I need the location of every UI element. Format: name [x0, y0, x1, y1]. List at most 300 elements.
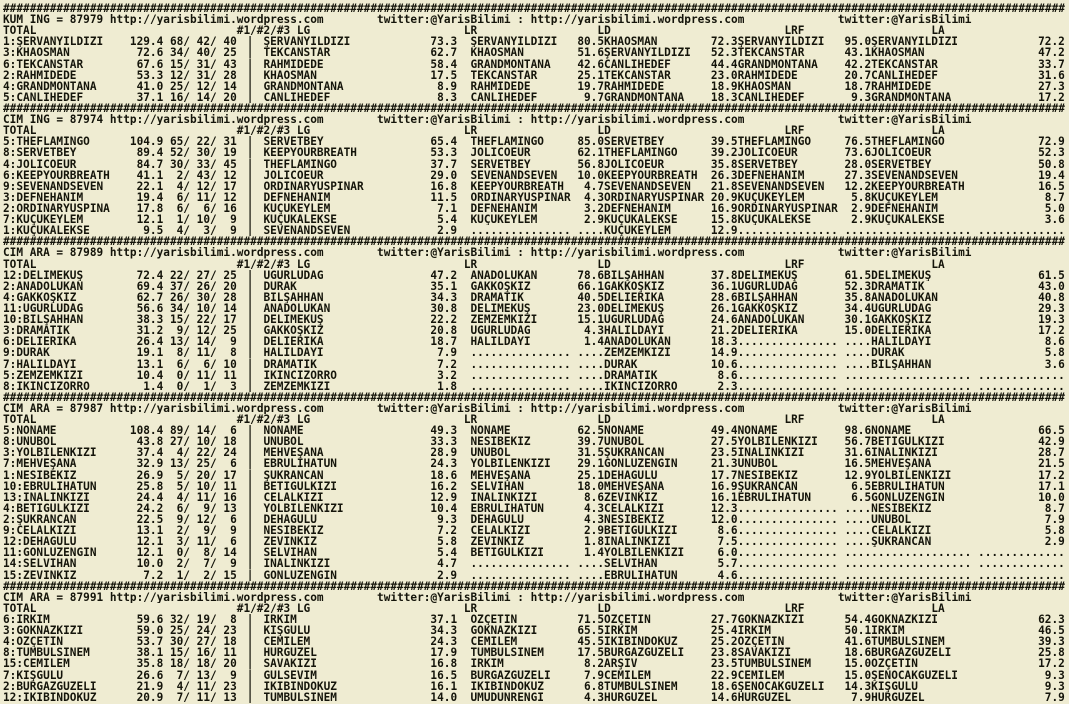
separator-line: ###############################################################################################################################################################	[3, 236, 1065, 248]
lr-value: 65.5	[577, 625, 605, 637]
place-counts: 9/ 12/ 6	[169, 514, 237, 526]
table-row	[3, 147, 1069, 158]
lr-value: 15.1	[577, 314, 605, 326]
lr-value: 17.5	[577, 647, 605, 659]
total-rank-name: 10:BİLŞAHHAN	[3, 314, 84, 326]
ld-value: 25.4	[710, 625, 738, 637]
wordpress-url: http://yarisbilimi.wordpress.com	[109, 14, 324, 26]
total-rank-name: 7:HALİLDAYI	[3, 358, 77, 370]
lg-value: 5.8	[437, 536, 458, 548]
lr-value: 62.5	[577, 425, 605, 437]
lg-value: 30.8	[430, 302, 458, 315]
la-name: TEKCANSTAR	[871, 58, 938, 70]
lg-value: 2.9	[437, 569, 458, 581]
la-name: ÜNÜBOL	[871, 514, 912, 526]
lr-name: İKİBİNDOKUZ	[470, 680, 544, 692]
la-name: BURGAZGÜZELİ	[871, 647, 952, 659]
place-counts: 0/ 8/ 14	[169, 547, 237, 559]
total-value: 38.1	[136, 647, 164, 659]
table-row	[3, 536, 1069, 547]
pipe-separator: |	[246, 202, 254, 215]
table-row	[3, 181, 1069, 192]
lr-value: 7.9	[583, 669, 605, 681]
lg-name: NESİBEKIZ	[263, 525, 324, 537]
lg-value: 5.4	[437, 547, 458, 559]
la-value: 19.4	[1038, 169, 1065, 181]
lg-name: CELALKIZI	[263, 491, 324, 503]
la-value: 62.3	[1038, 614, 1065, 626]
ld-value: 10.6	[710, 358, 738, 370]
ld-value: 15.8	[710, 214, 738, 226]
ld-value: 14.9	[710, 347, 738, 359]
pipe-separator: |	[246, 58, 254, 70]
ld-name: GÖNLÜZENGİN	[604, 458, 678, 470]
pipe-separator: |	[246, 525, 254, 537]
la-name: SERVETBEY	[871, 158, 932, 170]
total-rank-name: 9:CELALKIZI	[3, 525, 77, 537]
lr-value: 39.7	[577, 436, 605, 448]
ld-value: 14.6	[710, 691, 738, 703]
lg-value: 62.7	[430, 47, 458, 59]
place-counts: 9/ 12/ 25	[169, 325, 237, 337]
lr-name: ÖZÇETİN	[470, 614, 518, 626]
ld-value: 37.8	[710, 269, 738, 281]
lrf-name-empty: ...............	[737, 558, 838, 570]
total-value: 67.6	[136, 58, 164, 70]
la-value-empty: .............	[978, 380, 1065, 392]
lg-name: THEFLAMINGO	[263, 158, 337, 170]
twitter-handle: twitter:@YarisBilimi	[837, 247, 972, 259]
total-rank-name: 8:SERVETBEY	[3, 147, 77, 159]
place-counts: 18/ 18/ 20	[169, 658, 237, 670]
lrf-name: RAHMİDEDE	[737, 69, 798, 81]
ld-value: 18.3	[710, 336, 738, 348]
lrf-value: 6.5	[851, 491, 872, 503]
la-value: 5.8	[1044, 347, 1065, 359]
lg-name: IRKIM	[263, 614, 297, 626]
lrf-name: DEFNEHANIM	[737, 169, 805, 181]
lg-name: KÜÇÜKALEKSE	[263, 214, 337, 226]
lrf-value: 18.7	[844, 80, 872, 92]
table-row	[3, 36, 1069, 47]
pipe-separator: |	[246, 469, 254, 481]
lrf-name-empty: ...............	[737, 336, 838, 348]
ld-value: 28.6	[710, 291, 738, 303]
lrf-name: ŞÜKRANCAN	[737, 480, 798, 492]
section-title: CIM ING = 87974	[3, 114, 104, 126]
lg-value: 12.9	[430, 491, 458, 503]
place-counts: 3/ 11/ 6	[169, 536, 237, 548]
lrf-name: JOLICOEUR	[737, 147, 798, 159]
place-counts: 6/ 9/ 13	[169, 502, 237, 515]
wordpress-url: http://yarisbilimi.wordpress.com	[109, 402, 324, 415]
lrf-name: EBRULİHATUN	[737, 491, 812, 503]
lr-value: 10.0	[577, 169, 605, 181]
la-name-empty: ...............	[871, 558, 972, 570]
la-value: 8.7	[1044, 191, 1065, 203]
ld-value: 21.8	[710, 180, 738, 192]
column-header-line: TOTAL #1/#2/#3 LG LR LD LRF LA	[3, 125, 945, 137]
lrf-value: 12.9	[844, 469, 872, 481]
lg-value: 16.8	[430, 180, 458, 192]
total-rank-name: 3:GÖKNAZKIZI	[3, 625, 84, 637]
table-row	[3, 336, 1069, 347]
lg-name: İKİBİNDOKUZ	[263, 680, 337, 692]
pipe-separator: |	[246, 558, 254, 570]
lr-value: 2.9	[583, 214, 605, 226]
pipe-separator: |	[246, 347, 254, 359]
header-separator: :	[510, 402, 531, 415]
lrf-value: 16.5	[844, 458, 872, 470]
pipe-separator: |	[246, 158, 254, 170]
la-value: 27.3	[1038, 80, 1065, 92]
table-row	[3, 203, 1069, 214]
lg-name: UĞURLUDAĞ	[263, 269, 324, 281]
lr-name: DRAMATİK	[470, 291, 524, 303]
total-value: 12.1	[136, 547, 164, 559]
lr-value: 31.5	[577, 447, 605, 459]
lrf-name: GAKKOŞKIZ	[737, 302, 798, 315]
pipe-separator: |	[246, 514, 254, 526]
lr-value: 18.0	[577, 480, 605, 492]
lr-name: ORDİNARYÜSPINAR	[470, 191, 571, 203]
ld-value: 18.6	[710, 680, 738, 692]
lrf-value: 34.4	[844, 302, 872, 315]
total-value: 24.2	[136, 502, 164, 515]
pipe-separator: |	[246, 69, 254, 81]
table-row	[3, 570, 1069, 581]
la-name-empty: ...............	[871, 380, 972, 392]
ld-name: İKİNCİZORRO	[604, 380, 678, 392]
pipe-separator: |	[246, 47, 254, 59]
la-name: KÜÇÜKALEKSE	[871, 214, 945, 226]
total-rank-name: 1:ŞERVANYILDIZI	[3, 36, 104, 48]
lrf-value-empty: ....	[844, 358, 872, 370]
ld-name: TUMBULSİNEM	[604, 680, 678, 692]
lg-value: 28.9	[430, 447, 458, 459]
lrf-value: 76.5	[844, 136, 872, 148]
la-name: BETİGÜLKIZI	[871, 436, 945, 448]
lrf-name: CANLIHEDEF	[737, 91, 805, 103]
ld-name: DRAMATİK	[604, 369, 658, 381]
ld-value: 44.4	[710, 58, 738, 70]
place-counts: 65/ 22/ 31	[169, 136, 237, 148]
lg-value: 17.5	[430, 69, 458, 81]
lrf-value-empty: ....	[844, 347, 872, 359]
la-name: ŞENOCAKGÜZELİ	[871, 669, 958, 681]
ld-value: 4.6	[717, 569, 738, 581]
lrf-name: NONAME	[737, 425, 778, 437]
lrf-name-empty: ...............	[737, 225, 838, 237]
la-value: 8.7	[1044, 502, 1065, 515]
pipe-separator: |	[246, 169, 254, 181]
lr-name: RAHMİDEDE	[470, 80, 531, 92]
lrf-value: 30.1	[844, 314, 872, 326]
total-rank-name: 11:GÖNLÜZENGİN	[3, 547, 97, 559]
lg-name: ANADOLUKAN	[263, 302, 331, 315]
total-rank-name: 7:KIŞGÜLÜ	[3, 669, 64, 681]
place-counts: 2/ 7/ 9	[169, 558, 237, 570]
place-counts: 26/ 30/ 28	[169, 291, 237, 303]
place-counts: 15/ 22/ 17	[169, 314, 237, 326]
lr-value: 40.5	[577, 291, 605, 303]
total-value: 12.1	[136, 214, 164, 226]
lg-value: 7.9	[437, 347, 458, 359]
lr-value: 1.4	[583, 336, 605, 348]
lr-name-empty: ...............	[470, 358, 571, 370]
table-row	[3, 670, 1069, 681]
lg-value: 58.4	[430, 58, 458, 70]
table-row	[3, 314, 1069, 325]
total-rank-name: 4:JOLICOEUR	[3, 158, 77, 170]
lrf-name: ŞENOCAKGÜZELİ	[737, 680, 825, 692]
la-value: 9.3	[1044, 680, 1065, 692]
total-rank-name: 6:TEKCANSTAR	[3, 58, 84, 70]
pipe-separator: |	[246, 491, 254, 503]
lg-name: GÜLSEVİM	[263, 669, 317, 681]
section-header	[3, 114, 1069, 125]
ld-value: 17.7	[710, 469, 738, 481]
la-name: GRANDMONTANA	[871, 91, 952, 103]
lrf-name: KHAOSMAN	[737, 80, 792, 92]
total-rank-name: 1:NESİBEKIZ	[3, 469, 77, 481]
total-value: 22.1	[136, 180, 164, 192]
place-counts: 13/ 25/ 6	[169, 458, 237, 470]
lg-name: ŞÜKRANCAN	[263, 469, 324, 481]
total-rank-name: 6:DELİERİKA	[3, 336, 77, 348]
table-row	[3, 325, 1069, 336]
place-counts: 5/ 20/ 17	[169, 469, 237, 481]
total-rank-name: 2:ORDİNARYÜSPINA	[3, 202, 110, 215]
lr-value: 2.9	[583, 525, 605, 537]
lrf-name: BİLŞAHHAN	[737, 291, 798, 303]
total-rank-name: 6:KEEPYOURBREATH	[3, 169, 110, 181]
lrf-name: TUMBULSİNEM	[737, 658, 812, 670]
pipe-separator: |	[246, 536, 254, 548]
la-name: MEHVEŞANA	[871, 458, 932, 470]
lrf-value-empty: ....	[844, 369, 872, 381]
place-counts: 6/ 11/ 12	[169, 191, 237, 203]
lg-value: 18.7	[430, 336, 458, 348]
wordpress-url: http://yarisbilimi.wordpress.com	[109, 247, 324, 259]
la-name: KEEPYOURBREATH	[871, 180, 965, 192]
table-row	[3, 647, 1069, 658]
lg-name: SAVAKIZI	[263, 658, 317, 670]
pipe-separator: |	[246, 136, 254, 148]
lr-value-empty: ....	[577, 380, 605, 392]
la-name: GAKKOŞKIZ	[871, 314, 932, 326]
lr-name: ŞERVANYILDIZI	[470, 36, 558, 48]
lr-name: JOLICOEUR	[470, 147, 531, 159]
place-counts: 0/ 1/ 3	[169, 380, 237, 392]
ld-name: BETİGÜLKIZI	[604, 525, 678, 537]
total-rank-name: 6:IRKIM	[3, 614, 50, 626]
la-name: KHAOSMAN	[871, 47, 925, 59]
ld-value: 21.3	[710, 458, 738, 470]
lr-name: KEEPYOURBREATH	[470, 180, 564, 192]
pipe-separator: |	[246, 380, 254, 392]
la-name: CANLIHEDEF	[871, 69, 938, 81]
header-separator: :	[510, 591, 531, 603]
wordpress-url: http://yarisbilimi.wordpress.com	[530, 591, 745, 603]
total-value: 24.4	[136, 491, 164, 503]
total-rank-name: 14:SELVİHAN	[3, 558, 77, 570]
table-row	[3, 359, 1069, 370]
ld-name: BİLŞAHHAN	[604, 269, 665, 281]
header-separator: :	[510, 247, 531, 259]
section-header	[3, 14, 1069, 25]
ld-value: 20.9	[710, 191, 738, 203]
lg-value: 29.0	[430, 169, 458, 181]
ld-name: BURGAZGÜZELİ	[604, 647, 685, 659]
la-value: 66.5	[1038, 425, 1065, 437]
ld-value: 8.6	[717, 525, 738, 537]
section-title: KUM ING = 87979	[3, 14, 104, 26]
pipe-separator: |	[246, 314, 254, 326]
total-value: 84.7	[136, 158, 164, 170]
place-counts: 34/ 10/ 14	[169, 302, 237, 315]
lg-name: MEHVEŞANA	[263, 447, 324, 459]
ld-name: THEFLAMINGO	[604, 147, 678, 159]
lr-value-empty: ....	[577, 569, 605, 581]
place-counts: 30/ 33/ 45	[169, 158, 237, 170]
place-counts: 2/ 43/ 12	[169, 169, 237, 181]
lrf-value-empty: ....	[844, 225, 872, 237]
lr-value: 78.6	[577, 269, 605, 281]
total-value: 20.9	[136, 691, 164, 703]
ld-value: 49.4	[710, 425, 738, 437]
table-row	[3, 503, 1069, 514]
total-value: 89.4	[136, 147, 164, 159]
separator-line: ###############################################################################################################################################################	[3, 391, 1065, 403]
lr-name: BETİGÜLKIZI	[470, 547, 544, 559]
la-name: UĞURLUDAĞ	[871, 302, 932, 315]
lg-value: 18.6	[430, 469, 458, 481]
lg-value: 34.3	[430, 291, 458, 303]
lg-value: 4.7	[437, 558, 458, 570]
lrf-value: 35.8	[844, 291, 872, 303]
total-rank-name: 4:GAKKOŞKIZ	[3, 291, 77, 303]
lg-value: 22.2	[430, 314, 458, 326]
lrf-name: KÜÇÜKEYLEM	[737, 191, 805, 203]
lr-value: 4.7	[583, 180, 605, 192]
section-title: CIM ARA = 87989	[3, 247, 104, 259]
ld-name: DURAK	[604, 358, 638, 370]
place-counts: 25/ 24/ 23	[169, 625, 237, 637]
total-rank-name: 3:KHAOSMAN	[3, 47, 70, 59]
lr-value: 25.1	[577, 69, 605, 81]
la-value: 72.2	[1038, 36, 1065, 48]
pipe-separator: |	[246, 614, 254, 626]
ld-value: 8.6	[717, 369, 738, 381]
ld-value: 12.0	[710, 514, 738, 526]
pipe-separator: |	[246, 191, 254, 203]
lg-name: GRANDMONTANA	[263, 80, 344, 92]
lg-value: 7.2	[437, 358, 458, 370]
lr-value: 4.3	[583, 325, 605, 337]
table-row	[3, 136, 1069, 147]
lg-value: 2.9	[437, 225, 458, 237]
total-value: 53.3	[136, 69, 164, 81]
lg-name: İNALINKIZI	[263, 558, 331, 570]
pipe-separator: |	[246, 91, 254, 103]
pipe-separator: |	[246, 569, 254, 581]
lrf-value-empty: ....	[844, 336, 872, 348]
total-value: 19.1	[136, 347, 164, 359]
wordpress-url: http://yarisbilimi.wordpress.com	[530, 114, 745, 126]
lr-name: GÖKNAZKIZI	[470, 625, 538, 637]
total-value: 13.1	[136, 358, 164, 370]
lrf-name: ANADOLUKAN	[737, 314, 805, 326]
lr-value: 51.6	[577, 47, 605, 59]
lr-value: 8.6	[583, 491, 605, 503]
ld-name: SELVİHAN	[604, 558, 658, 570]
lg-name: HÜRGÜZEL	[263, 647, 317, 659]
table-row	[3, 47, 1069, 58]
total-rank-name: 5:ZEMZEMKIZI	[3, 369, 84, 381]
la-name: ŞÜKRANCAN	[871, 536, 932, 548]
separator-line: ###############################################################################################################################################################	[3, 580, 1065, 592]
la-name: NONAME	[871, 425, 912, 437]
la-name: İNALINKIZI	[871, 447, 938, 459]
pipe-separator: |	[246, 302, 254, 315]
lr-name: DEHAGÜLÜ	[470, 514, 524, 526]
lg-value: 35.1	[430, 280, 458, 292]
total-value: 41.0	[136, 80, 164, 92]
lg-name: KHAOSMAN	[263, 69, 317, 81]
lg-name: KEEPYOURBREATH	[263, 147, 357, 159]
lr-value: 3.2	[583, 202, 605, 215]
lg-value: 7.2	[437, 525, 458, 537]
pipe-separator: |	[246, 447, 254, 459]
lr-value: 23.0	[577, 302, 605, 315]
lr-value: 85.0	[577, 136, 605, 148]
lr-value: 62.1	[577, 147, 605, 159]
total-value: 41.1	[136, 169, 164, 181]
la-value-empty: .............	[978, 569, 1065, 581]
ld-value: 23.8	[710, 647, 738, 659]
place-counts: 15/ 16/ 11	[169, 647, 237, 659]
lrf-value: 14.3	[844, 680, 872, 692]
total-value: 69.4	[136, 280, 164, 292]
ld-value: 24.6	[710, 314, 738, 326]
lrf-value: 5.8	[851, 191, 872, 203]
lr-value-empty: ....	[577, 358, 605, 370]
lr-name: ANADOLUKAN	[470, 269, 538, 281]
section-header	[3, 403, 1069, 414]
lr-value: 42.6	[577, 58, 605, 70]
la-value: 47.2	[1038, 47, 1065, 59]
place-counts: 16/ 14/ 20	[169, 91, 237, 103]
lr-name: MEHVEŞANA	[470, 469, 531, 481]
lrf-name: ŞERVANYILDIZI	[737, 36, 825, 48]
column-header-line: TOTAL #1/#2/#3 LG LR LD LRF LA	[3, 258, 945, 270]
total-value: 43.8	[136, 436, 164, 448]
pipe-separator: |	[246, 436, 254, 448]
lg-name: SEVENANDSEVEN	[263, 225, 351, 237]
lrf-value: 15.0	[844, 658, 872, 670]
pipe-separator: |	[246, 369, 254, 381]
lg-name: ÜNÜBOL	[263, 436, 304, 448]
pipe-separator: |	[246, 358, 254, 370]
ld-name: ZEMZEMKIZI	[604, 347, 671, 359]
total-value: 26.6	[136, 669, 164, 681]
table-row	[3, 270, 1069, 281]
lg-value: 34.3	[430, 625, 458, 637]
pipe-separator: |	[246, 36, 254, 48]
total-rank-name: 2:BURGAZGÜZELİ	[3, 680, 97, 692]
total-value: 59.0	[136, 625, 164, 637]
